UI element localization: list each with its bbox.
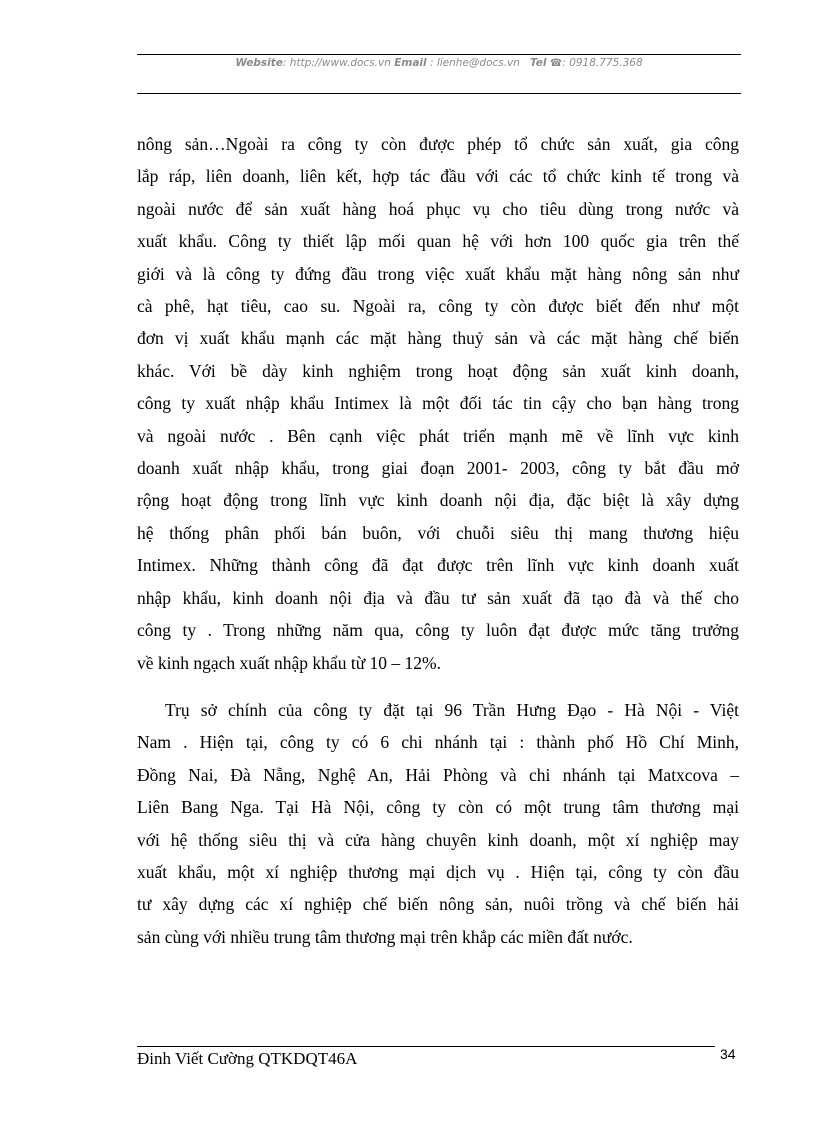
tel-label: Tel: [529, 57, 547, 69]
website-label: Website: [235, 57, 283, 69]
header-bottom-rule: [137, 93, 741, 94]
text-line: khác. Với bề dày kinh nghiệm trong hoạt động sản xuất kinh doanh,: [137, 360, 739, 381]
text-line: và ngoài nước . Bên cạnh việc phát triển mạnh mẽ về lĩnh vực kinh: [137, 425, 739, 446]
text-line: Nam . Hiện tại, công ty có 6 chi nhánh tại : thành phố Hồ Chí Minh,: [137, 732, 739, 753]
email-label: Email: [394, 57, 427, 69]
phone-icon: ☎: [549, 58, 563, 69]
text-line: ngoài nước để sản xuất hàng hoá phục vụ cho tiêu dùng trong nước và: [137, 198, 739, 219]
text-line: xuất khẩu. Công ty thiết lập mối quan hệ với hơn 100 quốc gia trên thế: [137, 231, 739, 252]
text-line: đơn vị xuất khẩu mạnh các mặt hàng thuỷ sản và các mặt hàng chế biến: [137, 328, 739, 349]
text-line: với hệ thống siêu thị và cửa hàng chuyên kinh doanh, một xí nghiệp may: [137, 829, 739, 850]
text-line: giới và là công ty đứng đầu trong việc xuất khẩu mặt hàng nông sản như: [137, 263, 739, 284]
tel-value: : 0918.775.368: [562, 57, 643, 69]
text-line: về kinh ngạch xuất nhập khẩu từ 10 – 12%.: [137, 652, 442, 673]
text-line: Liên Bang Nga. Tại Hà Nội, công ty còn có một trung tâm thương mại: [137, 797, 739, 818]
email-value: : lienhe@docs.vn: [426, 57, 520, 69]
page-header: [137, 57, 741, 69]
text-line: Trụ sở chính của công ty đặt tại 96 Trần Hưng Đạo - Hà Nội - Việt: [165, 700, 739, 720]
footer-rule: [137, 1046, 715, 1047]
header-top-rule: [137, 54, 741, 55]
text-line: hệ thống phân phối bán buôn, với chuỗi siêu thị mang thương hiệu: [137, 522, 739, 543]
footer-author: Đinh Viết Cường QTKDQT46A: [137, 1049, 358, 1068]
text-line: xuất khẩu, một xí nghiệp thương mại dịch vụ . Hiện tại, công ty còn đầu: [137, 862, 739, 883]
paragraph-1: [137, 128, 739, 679]
page-number: 34: [720, 1046, 736, 1062]
text-line: nông sản…Ngoài ra công ty còn được phép tổ chức sản xuất, gia công: [137, 134, 739, 154]
text-line: rộng hoạt động trong lĩnh vực kinh doanh nội địa, đặc biệt là xây dựng: [137, 490, 739, 511]
website-value: : http://www.docs.vn: [282, 57, 391, 69]
text-line: tư xây dựng các xí nghiệp chế biến nông sản, nuôi trồng và chế biến hải: [137, 894, 739, 915]
text-line: nhập khẩu, kinh doanh nội địa và đầu tư sản xuất đã tạo đà và thế cho: [137, 587, 739, 608]
text-line: Intimex. Những thành công đã đạt được trên lĩnh vực kinh doanh xuất: [137, 555, 739, 576]
text-line: sản cùng với nhiều trung tâm thương mại trên khắp các miền đất nước.: [137, 926, 633, 947]
paragraph-2: [137, 694, 739, 953]
text-line: Đồng Nai, Đà Nẵng, Nghệ An, Hải Phòng và chi nhánh tại Matxcova –: [137, 764, 739, 785]
text-line: cà phê, hạt tiêu, cao su. Ngoài ra, công ty còn được biết đến như một: [137, 296, 739, 317]
text-line: doanh xuất nhập khẩu, trong giai đoạn 2001- 2003, công ty bắt đầu mở: [137, 458, 739, 479]
text-line: công ty . Trong những năm qua, công ty luôn đạt được mức tăng trưởng: [137, 620, 739, 641]
text-line: công ty xuất nhập khẩu Intimex là một đối tác tin cậy cho bạn hàng trong: [137, 393, 739, 414]
text-line: lắp ráp, liên doanh, liên kết, hợp tác đầu với các tổ chức kinh tế trong và: [137, 166, 739, 187]
